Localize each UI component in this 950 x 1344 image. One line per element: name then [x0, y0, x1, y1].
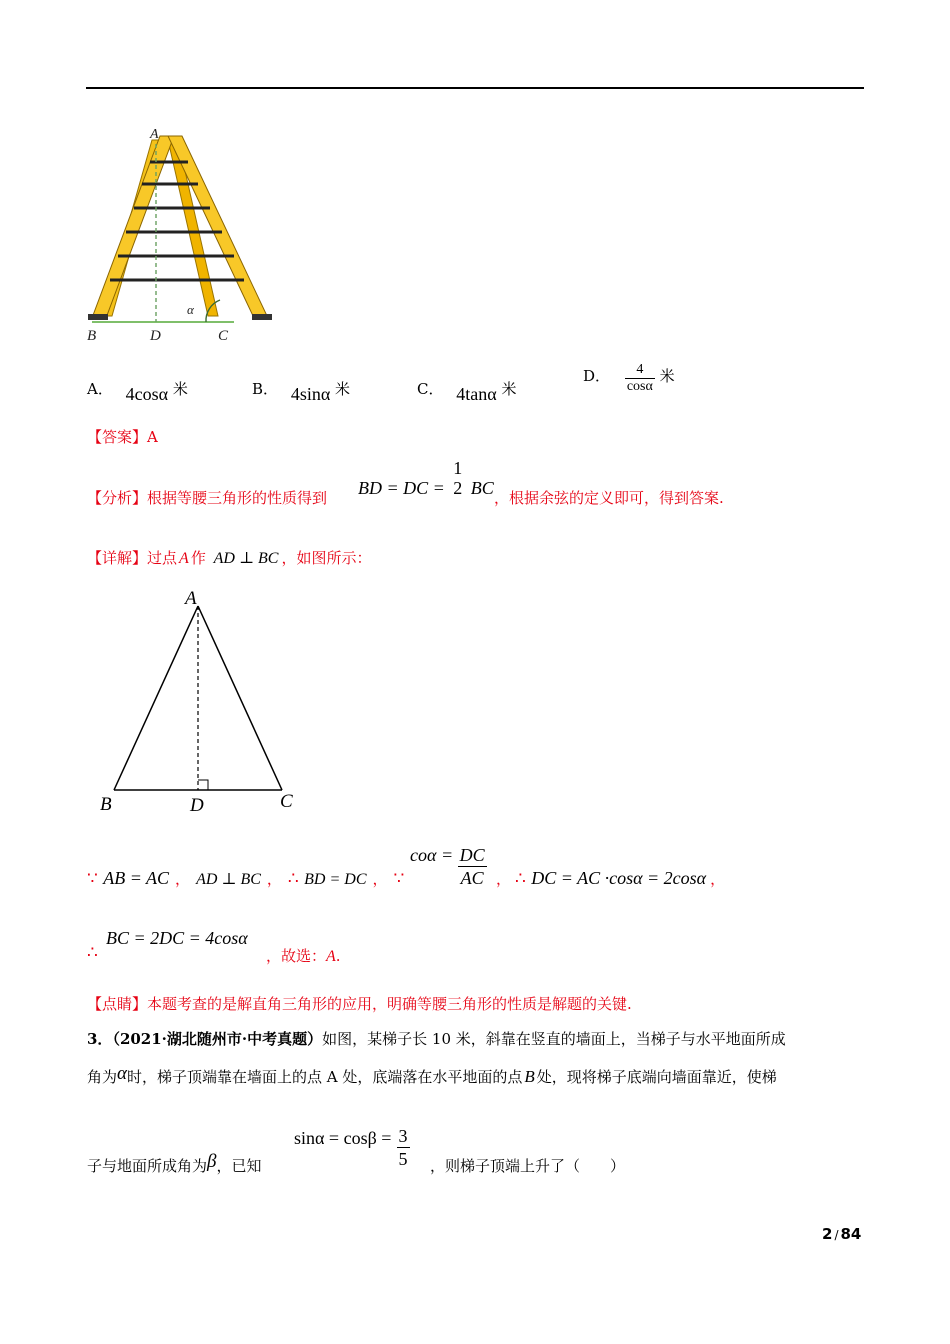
- analysis-eq-left: BD = DC =: [358, 478, 445, 499]
- analysis-equation: [358, 458, 494, 498]
- because-symbol-2: ∵: [393, 869, 405, 889]
- problem3-line2: [87, 1063, 777, 1088]
- problem3-frac-den: 5: [398, 1149, 408, 1169]
- cos-den: AC: [458, 866, 487, 889]
- header-rule: [86, 87, 864, 89]
- option-c-unit: 米: [501, 380, 517, 398]
- analysis-tag: 【分析】: [87, 489, 148, 507]
- triangle-label-c: C: [280, 791, 293, 812]
- analysis-frac-den: 2: [453, 478, 463, 498]
- triangle-label-d: D: [190, 795, 204, 816]
- problem3-source: （2021·湖北随州市·中考真题）: [112, 1030, 323, 1048]
- problem3-text-3b: ，已知: [216, 1157, 262, 1175]
- sep-5: ，: [710, 870, 726, 888]
- ladder-label-alpha: α: [187, 302, 194, 317]
- sep-1: ，: [175, 870, 191, 888]
- solution-therefore: ∴: [87, 943, 98, 963]
- cos-left: coα =: [410, 844, 454, 865]
- page-sep: /: [834, 1228, 839, 1242]
- option-b-unit: 米: [335, 380, 351, 398]
- solution-choice-line: [266, 945, 341, 966]
- comment-line: [87, 993, 632, 1014]
- choose-end: .: [335, 947, 341, 965]
- problem3-eq-left: sinα = cosβ =: [294, 1128, 392, 1148]
- triangle-label-b: B: [100, 794, 112, 815]
- option-d-key: D．: [583, 366, 611, 385]
- eq-dc-cos: DC = AC ·cosα = 2cosα: [531, 868, 707, 888]
- problem3-fraction: [397, 1125, 410, 1170]
- detail-point: A: [179, 550, 189, 567]
- problem3-line3: [87, 1151, 262, 1177]
- option-d-num: 4: [636, 362, 644, 377]
- problem3-text-2a: 角为: [87, 1068, 118, 1086]
- problem3-text-3a: 子与地面所成角为: [87, 1157, 208, 1175]
- comment-text: 本题考查的是解直角三角形的应用，明确等腰三角形的性质是解题的关键.: [147, 995, 632, 1013]
- answer-line: [87, 426, 158, 447]
- problem3-text-2c: 处，现将梯子底端向墙面靠近，使梯: [536, 1068, 777, 1086]
- cos-fraction-expr: [410, 844, 487, 889]
- problem3-number: 3．: [87, 1030, 113, 1048]
- option-c-expr: 4tanα: [456, 384, 497, 404]
- ladder-label-d: D: [150, 328, 161, 344]
- ladder-figure: [84, 122, 274, 347]
- comment-tag: 【点睛】: [87, 995, 148, 1013]
- option-b-key: B．: [252, 380, 279, 398]
- option-a-expr: 4cosα: [125, 384, 169, 404]
- option-a-key: A．: [87, 380, 113, 398]
- option-d[interactable]: [583, 362, 675, 395]
- detail-text2: 作: [190, 549, 206, 567]
- eq-bd-dc: BD = DC: [304, 871, 367, 888]
- because-symbol-1: ∵: [87, 869, 98, 889]
- problem3-beta: β: [207, 1151, 217, 1172]
- solution-line-1: [87, 868, 404, 889]
- problem3-text-2b: 时，梯子顶端靠在墙面上的点 A 处，底端落在水平地面的点: [127, 1068, 523, 1086]
- option-c[interactable]: [417, 378, 517, 404]
- analysis-line: [87, 487, 327, 508]
- triangle-label-a: A: [185, 588, 197, 609]
- answer-value: A: [147, 428, 158, 446]
- option-c-key: C．: [417, 380, 444, 398]
- option-b-expr: 4sinα: [290, 384, 331, 404]
- cos-fraction: [458, 844, 487, 889]
- analysis-text2: ，根据余弦的定义即可，得到答案.: [494, 489, 724, 507]
- solution-eq-bc: BC = 2DC = 4cosα: [106, 928, 248, 948]
- problem3-frac-num: 3: [398, 1126, 408, 1146]
- sep-2: ，: [266, 870, 282, 888]
- problem3-equation: [294, 1125, 410, 1170]
- triangle-figure: [96, 584, 306, 818]
- side-ab: [114, 606, 198, 790]
- therefore-symbol-2: ∴: [515, 869, 526, 889]
- analysis-frac-num: 1: [453, 458, 463, 478]
- cos-num: DC: [459, 845, 485, 865]
- sep-3: ，: [372, 870, 388, 888]
- page-current: 2: [822, 1225, 833, 1243]
- problem3-text-line1: 如图，某梯子长 10 米，斜靠在竖直的墙面上，当梯子与水平地面所成: [322, 1030, 786, 1048]
- option-d-den: cosα: [626, 379, 653, 394]
- page-total: 84: [840, 1225, 862, 1243]
- chosen-option: A: [326, 948, 336, 965]
- detail-tag: 【详解】: [87, 549, 148, 567]
- detail-text1: 过点: [147, 549, 178, 567]
- analysis-text1: 根据等腰三角形的性质得到: [147, 489, 328, 507]
- side-ac: [198, 606, 282, 790]
- eq-ab-ac: AB = AC: [103, 868, 170, 888]
- detail-expr: AD ⊥ BC: [213, 550, 279, 567]
- therefore-symbol-1: ∴: [287, 869, 299, 889]
- problem3-text-3c: ，则梯子顶端上升了（ ）: [430, 1157, 626, 1175]
- page-number: [822, 1225, 861, 1243]
- detail-line: [87, 547, 371, 568]
- option-d-fraction: [625, 362, 655, 395]
- answer-tag: 【答案】: [87, 428, 148, 446]
- detail-text3: ，如图所示：: [281, 549, 372, 567]
- problem3-alpha: α: [117, 1063, 127, 1084]
- option-b[interactable]: [252, 378, 351, 404]
- sep-4: ，: [496, 870, 512, 888]
- option-a[interactable]: [87, 378, 188, 404]
- ladder-label-c: C: [218, 328, 229, 344]
- ladder-label-a: A: [150, 127, 159, 142]
- problem3-line1: [87, 1028, 786, 1049]
- option-a-unit: 米: [172, 380, 188, 398]
- analysis-fraction: [451, 458, 464, 498]
- right-angle-mark: [198, 780, 208, 790]
- analysis-eq-right: BC: [470, 478, 494, 499]
- problem3-point-b: B: [524, 1067, 535, 1086]
- option-d-unit: 米: [659, 366, 675, 385]
- solution-line-1-tail: [496, 868, 725, 889]
- ladder-label-b: B: [87, 328, 97, 344]
- choose-text: ，故选：: [266, 947, 327, 965]
- eq-ad-perp-bc: AD ⊥ BC: [196, 871, 261, 888]
